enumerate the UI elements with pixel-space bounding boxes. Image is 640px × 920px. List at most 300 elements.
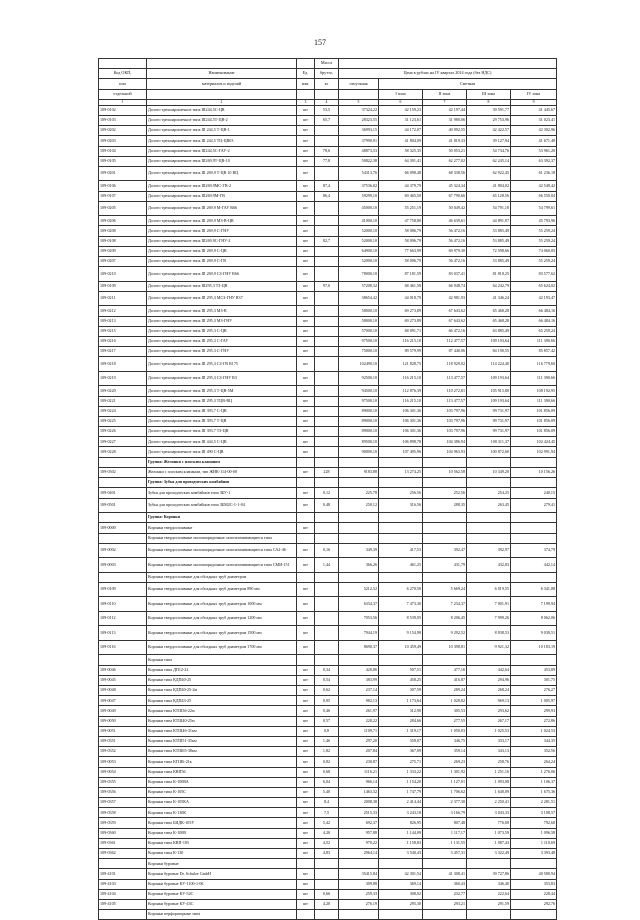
price-zone-3: 263,45 <box>467 498 511 513</box>
row-mass <box>315 347 339 357</box>
row-unit: шт <box>297 396 315 406</box>
price-zone-3: 64 242,79 <box>467 281 511 291</box>
empty-cell <box>339 655 379 665</box>
price-zone-4: 1 096,58 <box>511 828 557 838</box>
price-zone-1: 106 301,36 <box>379 416 423 426</box>
header-price: Цена в рублях на IV квартал 2014 года (без НДС) <box>339 69 557 79</box>
row-name: Долото трехшарошечное типа III244,5Т-ЦВ-2 <box>147 115 297 125</box>
row-name: Коронки типа КВП56 <box>147 767 297 777</box>
row-unit: шт <box>297 105 315 115</box>
price-release: 59299,10 <box>339 191 379 201</box>
price-zone-1 <box>379 523 423 533</box>
price-release: 1116,21 <box>339 767 379 777</box>
group-row <box>99 457 557 467</box>
row-unit: шт <box>297 716 315 726</box>
price-zone-4: 63 392,37 <box>511 156 557 166</box>
price-release: 1463,32 <box>339 787 379 797</box>
price-release: 7944,19 <box>339 626 379 641</box>
table-header <box>99 59 557 106</box>
table-row <box>99 626 557 641</box>
subheading-row <box>99 572 557 582</box>
price-zone-4: 1 276,06 <box>511 767 557 777</box>
row-code: 109-0002 <box>99 543 147 558</box>
column-index: 3 <box>297 99 315 105</box>
row-unit: шт <box>297 357 315 372</box>
price-zone-4: 101 856,09 <box>511 427 557 437</box>
row-mass <box>315 246 339 256</box>
row-name: Коронки твердосплавные для обсадных труб диаметром 890 мм <box>147 582 297 597</box>
price-zone-2: 360,43 <box>423 879 467 889</box>
price-release: 90000,10 <box>339 447 379 457</box>
row-name: Долото трехшарошечное типа III 393,7 ТЗ-ЦВ <box>147 427 297 437</box>
price-zone-2: 113 477,57 <box>423 371 467 386</box>
price-zone-3: 254,25 <box>467 488 511 498</box>
price-release: 7053,56 <box>339 611 379 626</box>
price-zone-2: 293,21 <box>423 899 467 909</box>
price-zone-4: 66 484,16 <box>511 316 557 326</box>
price-zone-4: 55 259,24 <box>511 236 557 246</box>
row-mass <box>315 166 339 181</box>
row-mass <box>315 427 339 437</box>
row-name: Коронки типа К-100ВА <box>147 777 297 787</box>
table-row <box>99 347 557 357</box>
row-unit: шт <box>297 849 315 859</box>
row-unit: шт <box>297 281 315 291</box>
row-mass: 0,48 <box>315 498 339 513</box>
empty-cell <box>379 513 423 523</box>
price-zone-4: 102 424,45 <box>511 437 557 447</box>
price-release: 6334,37 <box>339 597 379 612</box>
row-mass <box>315 640 339 655</box>
empty-cell <box>511 655 557 665</box>
price-zone-4: 10 156,26 <box>511 467 557 477</box>
row-code <box>99 513 147 523</box>
price-release: 35415,84 <box>339 869 379 879</box>
row-unit: шт <box>297 640 315 655</box>
empty-cell <box>511 457 557 467</box>
row-name: Долото трехшарошечное типа III 295,3 С-ЦВ <box>147 326 297 336</box>
row-unit: шт <box>297 665 315 675</box>
row-unit: шт <box>297 201 315 216</box>
row-unit: шт <box>297 126 315 136</box>
empty-cell <box>379 478 423 488</box>
price-zone-3: 109 193,64 <box>467 336 511 346</box>
price-zone-1: 275,71 <box>379 757 423 767</box>
row-code: 109-0226 <box>99 427 147 437</box>
price-zone-3: 969,13 <box>467 696 511 706</box>
price-zone-1: 308,02 <box>379 889 423 899</box>
price-zone-2: 41 819,33 <box>423 136 467 146</box>
price-zone-3: 222,64 <box>467 889 511 899</box>
subheading-title: Коронки буровые <box>147 859 297 869</box>
row-name: Долото трехшарошечное типа III 269,9 М-ГАУ R66 <box>147 201 297 216</box>
price-zone-2: 67 790,66 <box>423 191 467 201</box>
row-name: Долото трехшарошечное типа III269,9М-ГВ <box>147 191 297 201</box>
row-unit: шт <box>297 316 315 326</box>
row-name: Коронки типа КВП-105 <box>147 838 297 848</box>
price-zone-1: 1 144,09 <box>379 828 423 838</box>
empty-cell <box>379 910 423 920</box>
row-code: 109-0206 <box>99 216 147 226</box>
row-code: 109-0225 <box>99 416 147 426</box>
empty-cell <box>467 572 511 582</box>
row-mass: 6,04 <box>315 777 339 787</box>
row-unit: шт <box>297 899 315 909</box>
row-mass <box>315 326 339 336</box>
price-zone-4: 41 445,67 <box>511 105 557 115</box>
table-row <box>99 747 557 757</box>
row-mass <box>315 447 339 457</box>
price-zone-1: 2 414,44 <box>379 798 423 808</box>
row-name: Коронки буровые Dr. Schulze GmbH <box>147 869 297 879</box>
row-unit: шт <box>297 706 315 716</box>
row-mass: 77,8 <box>315 156 339 166</box>
row-unit: шт <box>297 626 315 641</box>
price-zone-3: 291,59 <box>467 899 511 909</box>
price-release: 48873,53 <box>339 146 379 156</box>
row-mass: 0,46 <box>315 706 339 716</box>
row-unit: шт <box>297 267 315 282</box>
price-zone-4: 240,15 <box>511 488 557 498</box>
row-name: Коронки типа КТШ46-31км <box>147 726 297 736</box>
table-row <box>99 115 557 125</box>
price-zone-4: 2 281,51 <box>511 798 557 808</box>
price-release: 8690,37 <box>339 640 379 655</box>
price-release: 57208,32 <box>339 281 379 291</box>
price-zone-4: 228,44 <box>511 889 557 899</box>
table-row <box>99 686 557 696</box>
column-index: 2 <box>147 99 297 105</box>
subheading-row <box>99 533 557 543</box>
table-row <box>99 105 557 115</box>
price-zone-2: 3 166,79 <box>423 808 467 818</box>
row-mass <box>315 216 339 226</box>
empty-cell <box>379 533 423 543</box>
row-name: Долото трехшарошечное типа III295,3 ТЗ-ЦВ <box>147 281 297 291</box>
empty-cell <box>467 513 511 523</box>
row-name: Долото трехшарошечное типа III 269,9 С-ГВ <box>147 257 297 267</box>
empty-cell <box>467 910 511 920</box>
row-code: 109-0501 <box>99 498 147 513</box>
price-zone-2: 288,35 <box>423 498 467 513</box>
row-code: 109-0216 <box>99 336 147 346</box>
price-zone-3: 62 245,14 <box>467 156 511 166</box>
price-zone-3: 1 087,43 <box>467 838 511 848</box>
price-release: 349,39 <box>339 543 379 558</box>
price-zone-3: 3 043,33 <box>467 808 511 818</box>
row-code: 109-4101 <box>99 869 147 879</box>
price-zone-4: 108 192,95 <box>511 386 557 396</box>
row-name: Долото трехшарошечное типа III 295,3 МЗ-ГНУ <box>147 316 297 326</box>
price-release: 37324,22 <box>339 105 379 115</box>
row-code <box>99 859 147 869</box>
price-release: 78000,10 <box>339 267 379 282</box>
price-release: 89000,10 <box>339 406 379 416</box>
price-zone-4: 111 390,66 <box>511 396 557 406</box>
row-mass: 0,82 <box>315 757 339 767</box>
price-zone-1: 44 379,79 <box>379 181 423 191</box>
row-name: Долото трехшарошечное типа III 295,3 СЗ-ГНУ R3 <box>147 371 297 386</box>
row-mass <box>315 226 339 236</box>
row-name: Коронки буровые КУ-52С <box>147 889 297 899</box>
price-release: 237,14 <box>339 686 379 696</box>
column-index: 9 <box>511 99 557 105</box>
price-zone-3: 63 885,49 <box>467 326 511 336</box>
empty-cell <box>339 478 379 488</box>
table-row <box>99 488 557 498</box>
price-zone-4: 3 393,48 <box>511 849 557 859</box>
row-mass: 0,8 <box>315 726 339 736</box>
price-zone-3: 81 818,25 <box>467 267 511 282</box>
row-unit: шт <box>297 437 315 447</box>
empty-cell <box>423 572 467 582</box>
row-name: Долото трехшарошечное типа III 444,5 С-ЦВ <box>147 437 297 447</box>
row-unit: шт <box>297 879 315 889</box>
price-zone-4: 1 106,37 <box>511 777 557 787</box>
price-zone-1: 367,09 <box>379 747 423 757</box>
row-mass <box>315 396 339 406</box>
row-code: 109-0106 <box>99 181 147 191</box>
price-zone-1: 316,56 <box>379 498 423 513</box>
row-mass <box>315 523 339 533</box>
table-row <box>99 828 557 838</box>
price-zone-3: 392,97 <box>467 543 511 558</box>
row-unit: шт <box>297 406 315 416</box>
row-name: Коронки типа КДП40-25-2м <box>147 686 297 696</box>
price-zone-4: 279,41 <box>511 498 557 513</box>
row-code: 109-0050 <box>99 716 147 726</box>
price-zone-1: 55 251,19 <box>379 201 423 216</box>
row-code: 109-0210 <box>99 267 147 282</box>
row-name: Коронки типа КТШ51-35км <box>147 736 297 746</box>
row-code: 109-0116 <box>99 640 147 655</box>
price-release: 259,33 <box>339 889 379 899</box>
row-code: 109-0046 <box>99 665 147 675</box>
table-row <box>99 757 557 767</box>
row-unit: шт <box>297 808 315 818</box>
price-zone-2: 346,75 <box>423 736 467 746</box>
price-zone-3: 109 193,64 <box>467 371 511 386</box>
row-name: Долото трехшарошечное типа III 269,9 СЗ-ГНУ R66 <box>147 267 297 282</box>
price-zone-4: 66 550,04 <box>511 191 557 201</box>
row-unit: шт <box>297 236 315 246</box>
row-code: 109-0208 <box>99 226 147 236</box>
price-zone-4: 83 577,62 <box>511 267 557 282</box>
empty-cell <box>467 478 511 488</box>
price-zone-3: 114 224,40 <box>467 357 511 372</box>
price-zone-4: 66 484,16 <box>511 306 557 316</box>
row-code: 109-0205 <box>99 201 147 216</box>
price-zone-2: 3 457,31 <box>423 849 467 859</box>
row-unit: шт <box>297 336 315 346</box>
price-release: 52000,10 <box>339 257 379 267</box>
price-zone-3: 42 422,57 <box>467 126 511 136</box>
empty-cell <box>297 457 315 467</box>
price-zone-1: 295,30 <box>379 899 423 909</box>
price-release: 207,84 <box>339 747 379 757</box>
row-mass: 5,40 <box>315 787 339 797</box>
empty-cell <box>511 910 557 920</box>
row-name: Долото трехшарошечное типа III244,5С-ГАУ-2 <box>147 146 297 156</box>
table-row <box>99 640 557 655</box>
header-code: Код ОКП, <box>99 69 147 79</box>
row-mass <box>315 406 339 416</box>
header-zone-1: I зона <box>379 89 423 99</box>
price-release: 982,13 <box>339 696 379 706</box>
price-zone-4: 10 183,19 <box>511 640 557 655</box>
price-release: 58000,10 <box>339 306 379 316</box>
row-code <box>99 655 147 665</box>
row-unit: шт <box>297 371 315 386</box>
price-zone-1: 44 018,79 <box>379 291 423 306</box>
empty-cell <box>297 533 315 543</box>
table-row <box>99 336 557 346</box>
price-zone-1: 68 461,58 <box>379 281 423 291</box>
row-name: Коронки твердосплавные для обсадных труб диаметром 1700 мм <box>147 640 297 655</box>
row-unit: шт <box>297 488 315 498</box>
price-zone-3: 100 311,37 <box>467 437 511 447</box>
row-name: Долото трехшарошечное типа III 393,7 С-ЦВ <box>147 406 297 416</box>
price-zone-4: 353,83 <box>511 879 557 889</box>
price-zone-4: 264,24 <box>511 757 557 767</box>
price-release: 37536,02 <box>339 181 379 191</box>
price-zone-4: 111 390,66 <box>511 336 557 346</box>
table-row <box>99 777 557 787</box>
price-table <box>98 58 557 920</box>
price-zone-2: 41 308,41 <box>423 869 467 879</box>
row-code: 109-0217 <box>99 347 147 357</box>
price-release: 41000,10 <box>339 216 379 226</box>
price-zone-3: 333,17 <box>467 736 511 746</box>
price-zone-2: 56 472,16 <box>423 236 467 246</box>
column-index: 4 <box>315 99 339 105</box>
empty-cell <box>297 859 315 869</box>
row-code: 109-0360 <box>99 828 147 838</box>
price-zone-2: 56 472,16 <box>423 226 467 236</box>
price-zone-3: 1 640,09 <box>467 787 511 797</box>
row-name: Коронки твердосплавные для обсадных труб диаметром 1200 мм <box>147 611 297 626</box>
price-zone-2: 42 981,93 <box>423 291 467 306</box>
price-zone-4: 42 549,42 <box>511 181 557 191</box>
row-name: Долото трехшарошечное типа III269,9МС-ГВ-2 <box>147 181 297 191</box>
row-name: Коронки твердосплавные для обсадных труб диаметром 1500 мм <box>147 626 297 641</box>
price-zone-1: 461,25 <box>379 558 423 573</box>
empty-cell <box>467 533 511 543</box>
price-zone-2: 103 797,96 <box>423 416 467 426</box>
price-release: 102490,10 <box>339 357 379 372</box>
table-row <box>99 879 557 889</box>
subheading-row <box>99 910 557 920</box>
row-unit: шт <box>297 246 315 256</box>
price-zone-3: 776,00 <box>467 818 511 828</box>
price-zone-2: 252,56 <box>423 488 467 498</box>
row-mass: 78,6 <box>315 146 339 156</box>
header-mass: Масса <box>315 59 339 69</box>
table-row <box>99 767 557 777</box>
row-mass: 0,54 <box>315 675 339 685</box>
price-zone-4: 1 005,97 <box>511 696 557 706</box>
table-row <box>99 706 557 716</box>
table-row <box>99 416 557 426</box>
row-unit: шт <box>297 777 315 787</box>
price-zone-2: 392,47 <box>423 543 467 558</box>
row-name: Коронки типа К-130К <box>147 808 297 818</box>
price-zone-3: 39 591,77 <box>467 105 511 115</box>
price-zone-2: 1 050,03 <box>423 726 467 736</box>
price-zone-1: 358,07 <box>379 736 423 746</box>
price-zone-2: 1 117,17 <box>423 828 467 838</box>
price-release: 94500,10 <box>339 386 379 396</box>
price-zone-3: 268,24 <box>467 686 511 696</box>
row-unit: шт <box>297 838 315 848</box>
price-zone-1: 307,59 <box>379 686 423 696</box>
row-name: Долото трехшарошечное типа III 295,3 Т-ЦВ-5М <box>147 386 297 396</box>
row-name: Долото трехшарошечное типа III 295,3 МСЗ-ГНУ R37 <box>147 291 297 306</box>
row-mass <box>315 316 339 326</box>
row-name: Коронки твердосплавные <box>147 523 297 533</box>
row-mass <box>315 257 339 267</box>
price-zone-1: 77 663,99 <box>379 246 423 256</box>
row-code: 109-0352 <box>99 747 147 757</box>
row-unit: шт <box>297 696 315 706</box>
price-zone-4: 453,89 <box>511 665 557 675</box>
row-mass: 4,83 <box>315 849 339 859</box>
price-zone-3: 99 731,97 <box>467 406 511 416</box>
price-zone-2: 103 797,96 <box>423 406 467 416</box>
row-name: Долото трехшарошечное типа III 490 С-ЦВ <box>147 447 297 457</box>
row-name: Долото трехшарошечное типа III 295,3 СЗ-ГВ R175 <box>147 357 297 372</box>
row-code: 109-0209 <box>99 246 147 256</box>
price-zone-2: 103 797,96 <box>423 427 467 437</box>
empty-cell <box>423 655 467 665</box>
row-mass: 0,62 <box>315 686 339 696</box>
row-mass: 53,5 <box>315 105 339 115</box>
price-zone-3: 6 019,55 <box>467 582 511 597</box>
row-code: 109-0051 <box>99 726 147 736</box>
row-name: Долото трехшарошечное типа III 269,9 Т-ЦВ 10 ВЦ <box>147 166 297 181</box>
price-zone-1: 106 301,36 <box>379 427 423 437</box>
price-zone-3 <box>467 523 511 533</box>
empty-cell <box>423 533 467 543</box>
price-zone-3: 84 190,55 <box>467 347 511 357</box>
table-row <box>99 246 557 256</box>
column-index: 7 <box>423 99 467 105</box>
price-release: 420,86 <box>339 665 379 675</box>
price-release: 54313,76 <box>339 166 379 181</box>
row-unit: шт <box>297 869 315 879</box>
table-row <box>99 126 557 136</box>
price-zone-4: 41 671,48 <box>511 136 557 146</box>
row-unit: шт <box>297 166 315 181</box>
row-name: Коронки типа КГШ6-21к <box>147 757 297 767</box>
row-name: Коронки типа КДП40-25 <box>147 675 297 685</box>
page-number: 157 <box>314 38 326 47</box>
row-mass <box>315 357 339 372</box>
header-smetnaya: Сметная <box>379 79 557 89</box>
table-row <box>99 427 557 437</box>
price-release: 37990,91 <box>339 136 379 146</box>
price-zone-2: 83 037,41 <box>423 267 467 282</box>
row-code: 109-0358 <box>99 808 147 818</box>
price-zone-1: 417,53 <box>379 543 423 558</box>
row-mass <box>315 136 339 146</box>
table-row <box>99 166 557 181</box>
empty-cell <box>423 910 467 920</box>
empty-cell <box>379 655 423 665</box>
price-zone-2: 87 440,06 <box>423 347 467 357</box>
price-zone-2: 1 301,92 <box>423 767 467 777</box>
row-code: 109-0202 <box>99 126 147 136</box>
